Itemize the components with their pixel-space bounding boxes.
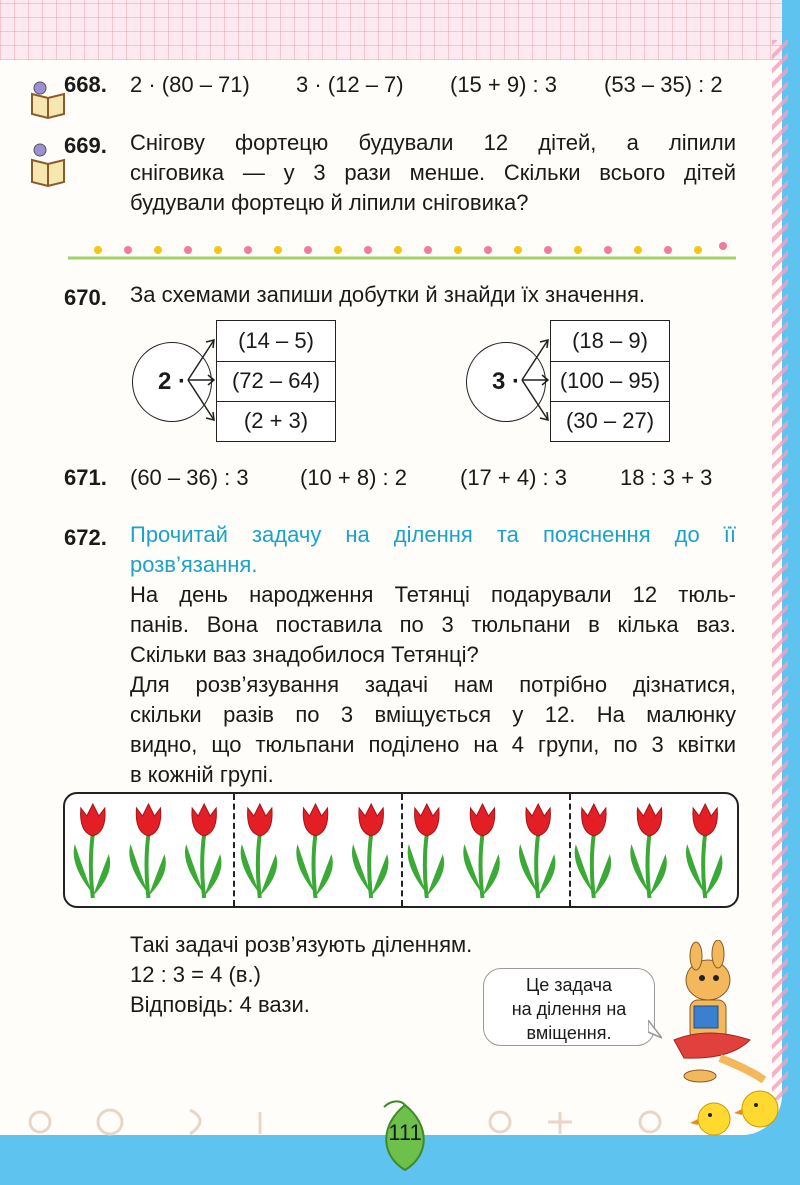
tulip [575, 804, 611, 898]
expression: 2 · (80 – 71) [130, 72, 250, 97]
zigzag-border-decoration [772, 40, 788, 1100]
bubble-line: вміщення. [526, 1023, 612, 1043]
explanation-line: скільки разів по 3 вміщується у 12. На малюнку [130, 702, 736, 727]
scheme-arrows [186, 330, 220, 430]
scheme-factor-circle: 2 · [132, 342, 212, 422]
task-title-line: розв’язання. [130, 552, 258, 577]
expression: (53 – 35) : 2 [604, 72, 723, 97]
page-number: 111 [388, 1120, 422, 1145]
tulip [296, 804, 332, 898]
tulip [463, 804, 499, 898]
tulip [129, 804, 165, 898]
scheme-cell: (18 – 9) [551, 321, 669, 362]
task-text-line: Снігову фортецю будували 12 дітей, а ліпили [130, 130, 736, 155]
expression: (17 + 4) : 3 [460, 465, 568, 490]
expression: 18 : 3 + 3 [620, 465, 713, 490]
grid-header-decoration [0, 0, 782, 60]
task-text-line: будували фортецю й ліпили сніговика? [130, 190, 529, 215]
exercise-number: 669. [64, 133, 107, 158]
scheme-cell: (2 + 3) [243, 408, 309, 433]
scheme-box [216, 320, 336, 442]
kangaroo-illustration [660, 940, 770, 1090]
scheme-cell: (72 – 64) [217, 361, 335, 402]
scheme-factor-circle: 3 · [466, 342, 546, 422]
explanation-line: Для розв’язування задачі нам потрібно дізнатися, [130, 672, 736, 697]
expression: (60 – 36) : 3 [130, 465, 249, 490]
tulip [74, 804, 110, 898]
task-text-line: За схемами запиши добутки й знайди їх значення. [130, 282, 646, 307]
task-title-line: Прочитай задачу на ділення та пояснення до її [130, 522, 736, 547]
summary-line: Такі задачі розв’язують діленням. [130, 932, 473, 957]
tulips-illustration [65, 794, 733, 902]
task-text-line: На день народження Тетянці подарували 12 тюль- [130, 582, 736, 607]
task-text-line: сніговика — у 3 рази менше. Скільки всього дітей [130, 160, 736, 185]
exercise-number: 672. [64, 525, 107, 550]
tulip [352, 804, 388, 898]
speech-bubble [483, 968, 655, 1046]
scheme-cell: (30 – 27) [565, 408, 655, 433]
expression: (10 + 8) : 2 [300, 465, 408, 490]
tulip [241, 804, 277, 898]
tulip [185, 804, 221, 898]
tulip [408, 804, 444, 898]
summary-equation: 12 : 3 = 4 (в.) [130, 962, 261, 987]
bubble-line: на ділення на [511, 999, 627, 1019]
exercise-number: 670. [64, 285, 107, 310]
flower-strip-decoration [68, 236, 736, 266]
exercise-number: 668. [64, 72, 107, 97]
expression: (15 + 9) : 3 [450, 72, 558, 97]
bubble-line: Це задача [525, 975, 613, 995]
tulip [630, 804, 666, 898]
scheme-cell: (100 – 95) [551, 361, 669, 402]
task-text-line: панів. Вона поставила по 3 тюльпани в кілька ваз. [130, 612, 736, 637]
chicks-illustration [690, 1085, 790, 1145]
expression: 3 · (12 – 7) [296, 72, 404, 97]
task-text-line: Скільки ваз знадобилося Тетянці? [130, 642, 479, 667]
tulip [519, 804, 555, 898]
summary-answer: Відповідь: 4 вази. [130, 992, 310, 1017]
explanation-line: в кожній групі. [130, 762, 274, 787]
scheme-arrows [520, 330, 554, 430]
exercise-number: 671. [64, 465, 107, 490]
tulip [686, 804, 722, 898]
scheme-box [550, 320, 670, 442]
explanation-line: видно, що тюльпани поділено на 4 групи, по 3 квітки [130, 732, 736, 757]
scheme-cell: (14 – 5) [217, 321, 335, 362]
